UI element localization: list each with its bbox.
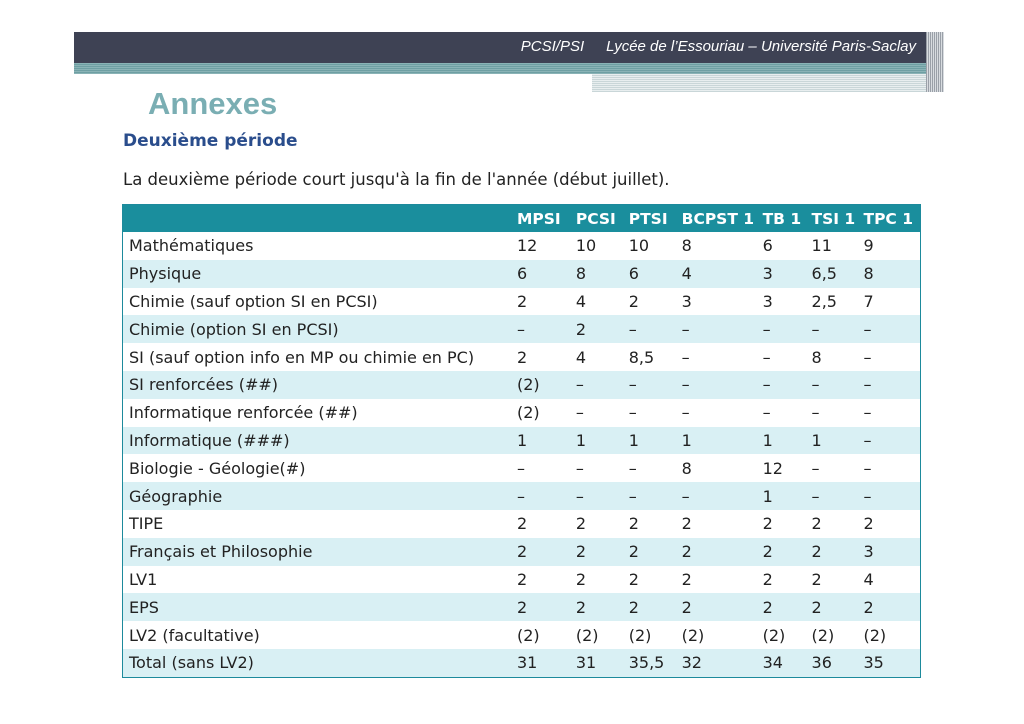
hours-cell: 2 bbox=[863, 514, 874, 534]
hours-cell: – bbox=[681, 347, 690, 367]
hours-cell: – bbox=[863, 486, 872, 506]
hours-cell: – bbox=[628, 458, 637, 478]
hours-cell: – bbox=[516, 319, 525, 339]
subject-cell: Mathématiques bbox=[129, 236, 254, 256]
hours-cell: 1 bbox=[628, 430, 639, 450]
table-row bbox=[123, 454, 921, 482]
hours-cell: 12 bbox=[762, 458, 783, 478]
subject-cell: Chimie (sauf option SI en PCSI) bbox=[129, 291, 378, 311]
subject-cell: TIPE bbox=[129, 514, 164, 534]
subject-cell: Français et Philosophie bbox=[129, 542, 313, 562]
table-row bbox=[123, 538, 921, 566]
hours-cell: – bbox=[628, 319, 637, 339]
hours-cell: 2 bbox=[516, 347, 528, 367]
hours-cell: 31 bbox=[575, 653, 597, 673]
hours-cell: 2 bbox=[516, 542, 528, 562]
hours-cell: 32 bbox=[681, 653, 702, 673]
hours-cell: 8 bbox=[863, 264, 874, 284]
hours-cell: (2) bbox=[575, 625, 599, 645]
hours-cell: 6 bbox=[516, 264, 528, 284]
hours-cell: – bbox=[762, 375, 771, 395]
hours-cell: 2 bbox=[628, 291, 639, 311]
hours-cell: 2 bbox=[516, 514, 528, 534]
hours-cell: – bbox=[628, 403, 637, 423]
hours-cell: – bbox=[762, 319, 771, 339]
hours-cell: 34 bbox=[762, 653, 783, 673]
hours-cell: 2 bbox=[516, 291, 528, 311]
hours-cell: 2 bbox=[762, 597, 773, 617]
hours-cell: – bbox=[811, 486, 820, 506]
hours-cell: 12 bbox=[516, 236, 538, 256]
hours-cell: 3 bbox=[863, 542, 874, 562]
hours-cell: 36 bbox=[811, 653, 832, 673]
hours-cell: – bbox=[811, 319, 820, 339]
header-cell-mpsi: MPSI bbox=[514, 205, 573, 233]
hours-cell: – bbox=[628, 486, 637, 506]
hours-cell: – bbox=[762, 403, 771, 423]
hours-cell: 2 bbox=[575, 319, 587, 339]
hours-cell: 2 bbox=[811, 542, 822, 562]
hours-cell: 3 bbox=[762, 291, 773, 311]
table-row bbox=[123, 510, 921, 538]
hours-cell: 1 bbox=[575, 430, 587, 450]
table-row bbox=[123, 427, 921, 455]
hours-cell: 8 bbox=[681, 458, 692, 478]
header-school: Lycée de l’Essouriau – Université Paris-Saclay bbox=[606, 38, 916, 55]
table-row bbox=[123, 621, 921, 649]
hours-cell: 2,5 bbox=[811, 291, 837, 311]
hours-cell: 6 bbox=[628, 264, 639, 284]
hours-cell: 2 bbox=[575, 569, 587, 589]
hours-cell: 2 bbox=[811, 597, 822, 617]
hours-cell: 2 bbox=[863, 597, 874, 617]
hours-cell: 8 bbox=[811, 347, 822, 367]
hours-cell: 3 bbox=[681, 291, 692, 311]
hours-cell: 8 bbox=[575, 264, 587, 284]
hours-cell: – bbox=[575, 458, 584, 478]
hours-cell: 2 bbox=[762, 542, 773, 562]
header-cell-ptsi: PTSI bbox=[626, 205, 679, 233]
table-header-row bbox=[123, 205, 921, 233]
hours-cell: 4 bbox=[575, 291, 587, 311]
hours-cell: (2) bbox=[681, 625, 705, 645]
hours-cell: (2) bbox=[863, 625, 887, 645]
hours-cell: – bbox=[681, 319, 690, 339]
header-stripe bbox=[74, 63, 926, 74]
hours-cell: – bbox=[762, 347, 771, 367]
hours-cell: 2 bbox=[681, 597, 692, 617]
hours-cell: – bbox=[863, 403, 872, 423]
hours-cell: – bbox=[516, 486, 525, 506]
hours-cell: – bbox=[575, 375, 584, 395]
hours-cell: – bbox=[681, 486, 690, 506]
hours-cell: 9 bbox=[863, 236, 874, 256]
hours-cell: – bbox=[863, 347, 872, 367]
slide-title: Annexes bbox=[148, 86, 278, 121]
hours-cell: – bbox=[681, 403, 690, 423]
hours-cell: 1 bbox=[516, 430, 528, 450]
header-cell-subject bbox=[123, 205, 514, 233]
hours-cell: 6 bbox=[762, 236, 773, 256]
subject-cell: Biologie - Géologie(#) bbox=[129, 458, 306, 478]
hours-cell: – bbox=[863, 458, 872, 478]
subject-cell: Physique bbox=[129, 264, 202, 284]
hours-cell: 1 bbox=[811, 430, 822, 450]
table-row bbox=[123, 260, 921, 288]
hours-cell: – bbox=[863, 430, 872, 450]
hours-cell: (2) bbox=[628, 625, 652, 645]
hours-cell: 31 bbox=[516, 653, 538, 673]
table-row bbox=[123, 399, 921, 427]
table-row bbox=[123, 371, 921, 399]
hours-cell: 2 bbox=[628, 542, 639, 562]
hours-cell: – bbox=[575, 486, 584, 506]
header-cell-bcpst-1: BCPST 1 bbox=[679, 205, 760, 233]
hours-cell: 2 bbox=[628, 514, 639, 534]
hours-cell: 2 bbox=[681, 514, 692, 534]
header-cell-pcsi: PCSI bbox=[573, 205, 626, 233]
hours-cell: 1 bbox=[681, 430, 692, 450]
subject-cell: LV2 (facultative) bbox=[129, 625, 260, 645]
table-row bbox=[123, 593, 921, 621]
header-cell-tsi-1: TSI 1 bbox=[809, 205, 861, 233]
hours-cell: 2 bbox=[516, 597, 528, 617]
subject-cell: Informatique renforcée (##) bbox=[129, 403, 358, 423]
hours-cell: – bbox=[575, 403, 584, 423]
table-row bbox=[123, 482, 921, 510]
subject-cell: Total (sans LV2) bbox=[129, 653, 254, 673]
hours-cell: 2 bbox=[762, 569, 773, 589]
hours-cell: – bbox=[681, 375, 690, 395]
section-title: Deuxième période bbox=[123, 131, 298, 151]
hours-cell: 2 bbox=[575, 514, 587, 534]
hours-cell: – bbox=[516, 458, 525, 478]
header-text bbox=[521, 38, 916, 55]
hours-cell: 4 bbox=[575, 347, 587, 367]
hours-cell: 2 bbox=[628, 597, 639, 617]
hours-cell: 11 bbox=[811, 236, 832, 256]
hours-cell: 2 bbox=[681, 542, 692, 562]
hours-cell: 35,5 bbox=[628, 653, 665, 673]
table-row bbox=[123, 343, 921, 371]
hours-cell: 10 bbox=[575, 236, 597, 256]
table-row bbox=[123, 566, 921, 594]
header-cell-tb-1: TB 1 bbox=[760, 205, 809, 233]
hours-cell: 2 bbox=[762, 514, 773, 534]
header-cell-tpc-1: TPC 1 bbox=[861, 205, 921, 233]
hours-cell: 8,5 bbox=[628, 347, 655, 367]
header-decoration bbox=[926, 32, 944, 92]
hours-cell: 1 bbox=[762, 430, 773, 450]
table-row bbox=[123, 315, 921, 343]
hours-cell: 7 bbox=[863, 291, 874, 311]
hours-table bbox=[122, 204, 921, 678]
hours-cell: – bbox=[863, 375, 872, 395]
hours-cell: 2 bbox=[516, 569, 528, 589]
hours-cell: 10 bbox=[628, 236, 650, 256]
hours-cell: 2 bbox=[811, 569, 822, 589]
hours-cell: 2 bbox=[681, 569, 692, 589]
hours-cell: 2 bbox=[575, 597, 587, 617]
hours-cell: 2 bbox=[811, 514, 822, 534]
table-row bbox=[123, 649, 921, 677]
hours-cell: 35 bbox=[863, 653, 884, 673]
hours-cell: 4 bbox=[863, 569, 874, 589]
header-bar bbox=[74, 32, 926, 63]
hours-cell: (2) bbox=[811, 625, 835, 645]
subject-cell: Informatique (###) bbox=[129, 430, 290, 450]
intro-text: La deuxième période court jusqu'à la fin de l'année (début juillet). bbox=[123, 170, 670, 189]
header-stripe-secondary bbox=[592, 74, 944, 92]
hours-cell: 8 bbox=[681, 236, 692, 256]
hours-cell: (2) bbox=[762, 625, 786, 645]
subject-cell: LV1 bbox=[129, 569, 158, 589]
table-row bbox=[123, 288, 921, 316]
hours-cell: (2) bbox=[516, 403, 540, 423]
hours-cell: 1 bbox=[762, 486, 773, 506]
hours-cell: 3 bbox=[762, 264, 773, 284]
subject-cell: SI (sauf option info en MP ou chimie en PC) bbox=[129, 347, 475, 367]
subject-cell: EPS bbox=[129, 597, 159, 617]
subject-cell: Géographie bbox=[129, 486, 223, 506]
subject-cell: Chimie (option SI en PCSI) bbox=[129, 319, 339, 339]
hours-cell: 4 bbox=[681, 264, 692, 284]
table-body bbox=[123, 232, 921, 677]
hours-cell: – bbox=[628, 375, 637, 395]
table-row bbox=[123, 232, 921, 260]
hours-cell: (2) bbox=[516, 375, 540, 395]
hours-cell: – bbox=[811, 403, 820, 423]
hours-cell: – bbox=[863, 319, 872, 339]
hours-cell: 6,5 bbox=[811, 264, 837, 284]
header-course: PCSI/PSI bbox=[520, 38, 585, 55]
hours-cell: 2 bbox=[628, 569, 639, 589]
hours-cell: 2 bbox=[575, 542, 587, 562]
subject-cell: SI renforcées (##) bbox=[129, 375, 279, 395]
hours-cell: – bbox=[811, 458, 820, 478]
hours-cell: – bbox=[811, 375, 820, 395]
hours-cell: (2) bbox=[516, 625, 540, 645]
